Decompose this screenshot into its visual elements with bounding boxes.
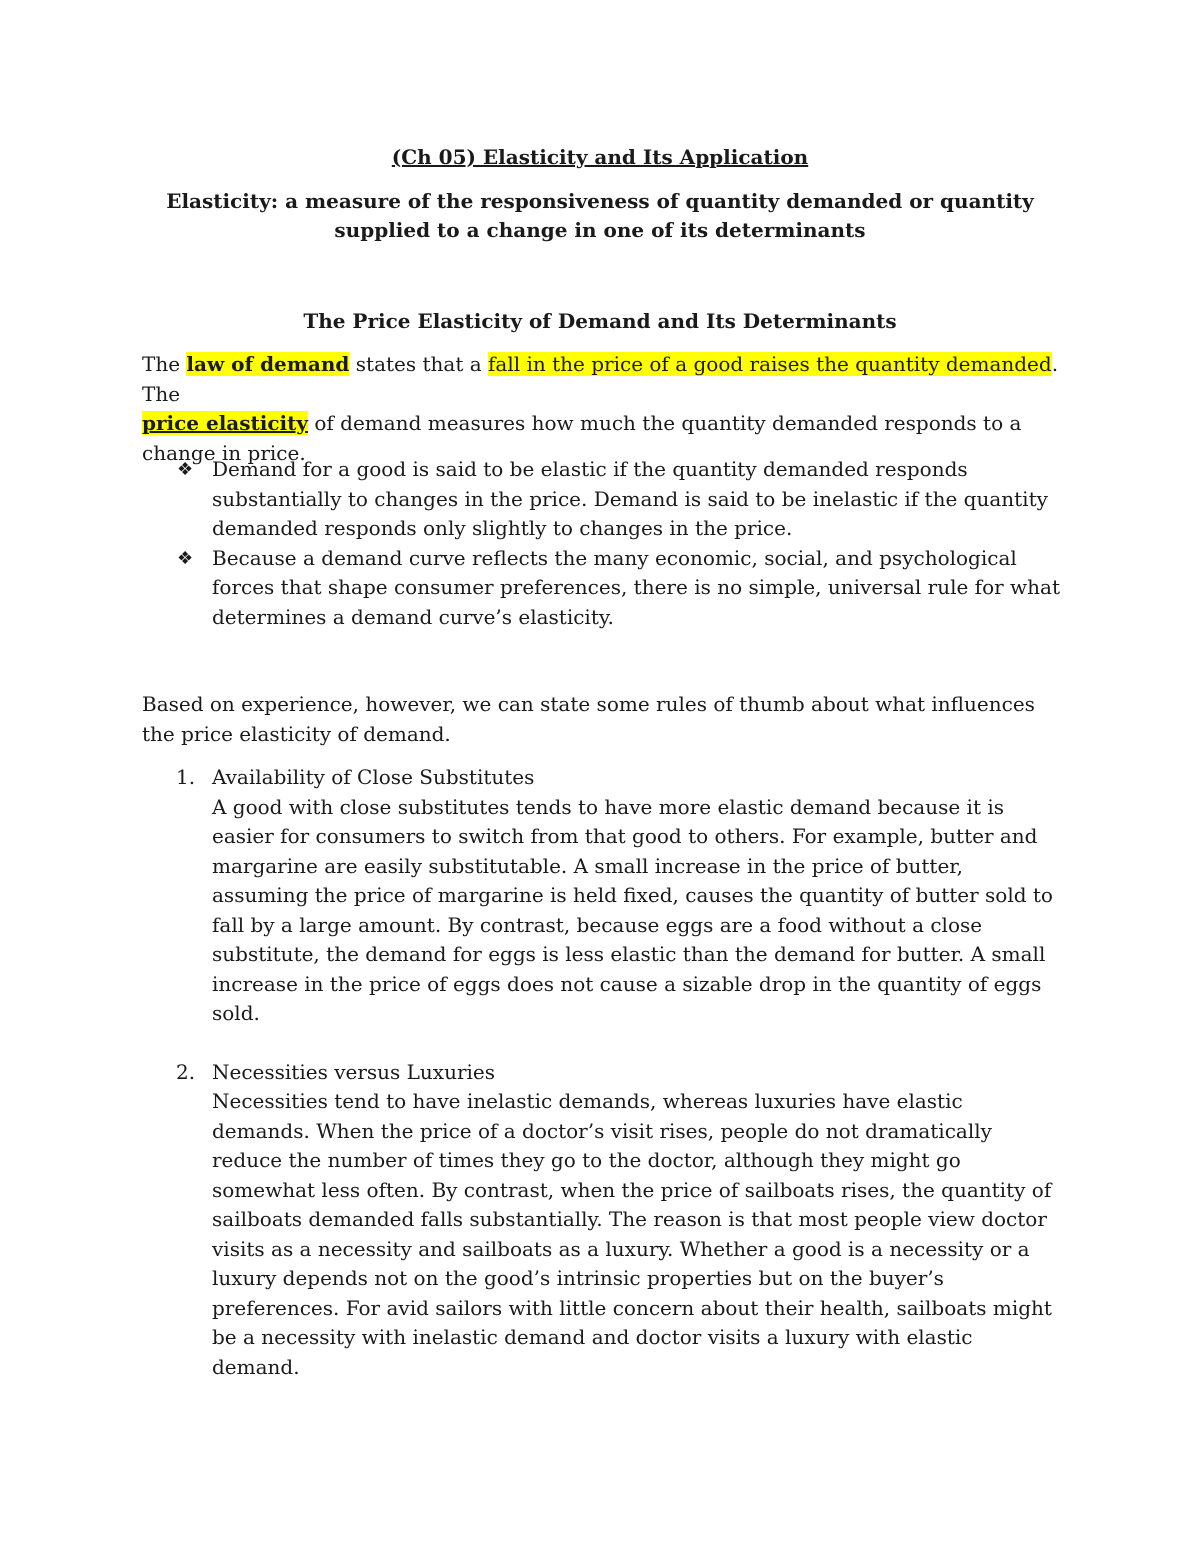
intro-text-3: . The	[142, 352, 1059, 406]
diamond-bullet-icon: ❖	[177, 547, 194, 569]
intro-text-4: of demand measures how much the quantity demanded responds to a change in price.	[142, 411, 1022, 465]
rule-heading: Necessities versus Luxuries	[212, 1059, 496, 1084]
rule-body: Necessities tend to have inelastic demands, whereas luxuries have elastic demands. When the price of a doctor’s visit rises, people do not dramatically reduce the number of times they go to the doctor, although they might go somewhat less often. By contrast, when the price of sailboats rises, the quantity of sailboats demanded falls substantially. The reason is that most people view doctor visits as a necessity and sailboats as a luxury. Whether a good is a necessity or a luxury depends not on the good’s intrinsic properties but on the buyer’s preferences. For avid sailors with little concern about their health, sailboats might be a necessity with inelastic demand and doctor visits a luxury with elastic demand.	[212, 1089, 1052, 1379]
bullet-list	[142, 455, 1062, 632]
diamond-bullet-icon: ❖	[177, 459, 194, 480]
rule-heading: Availability of Close Substitutes	[212, 765, 535, 789]
bullet-item	[142, 544, 1062, 633]
intro-paragraph	[142, 350, 1062, 468]
rules-intro-paragraph: Based on experience, however, we can state some rules of thumb about what influences the price elasticity of demand.	[142, 692, 1035, 746]
law-of-demand-term: law of demand	[186, 352, 350, 376]
section-heading: The Price Elasticity of Demand and Its Determinants	[303, 309, 897, 333]
rules-list	[142, 763, 1062, 1382]
intro-text-1: The	[142, 352, 187, 376]
bullet-item	[142, 455, 1062, 544]
intro-text-2: states that a	[349, 352, 489, 376]
law-of-demand-highlight: fall in the price of a good raises the quantity demanded	[488, 352, 1052, 376]
rule-item	[142, 1058, 1062, 1383]
rule-number: 1.	[176, 765, 196, 789]
document-title: (Ch 05) Elasticity and Its Application	[391, 145, 809, 169]
rule-item	[142, 763, 1062, 1029]
rule-body: A good with close substitutes tends to have more elastic demand because it is easier for consumers to switch from that good to others. For example, butter and margarine are easily substitutable. A small increase in the price of butter, assuming the price of margarine is held fixed, causes the quantity of butter sold to fall by a large amount. By contrast, because eggs are a food without a close substitute, the demand for eggs is less elastic than the demand for butter. A small increase in the price of eggs does not cause a sizable drop in the quantity of eggs sold.	[212, 794, 1053, 1025]
rule-number: 2.	[176, 1059, 196, 1084]
price-elasticity-term: price elasticity	[142, 411, 308, 435]
bullet-text: Because a demand curve reflects the many economic, social, and psychological forces that shape consumer preferences, there is no simple, universal rule for what determines a demand curve’s elasticity.	[212, 545, 1061, 629]
bullet-text: Demand for a good is said to be elastic if the quantity demanded responds substantially to changes in the price. Demand is said to be inelastic if the quantity demanded responds only slightly to changes in the price.	[212, 457, 1048, 540]
elasticity-definition: Elasticity: a measure of the responsiveness of quantity demanded or quantity supplied to a change in one of its determinants	[166, 189, 1034, 242]
